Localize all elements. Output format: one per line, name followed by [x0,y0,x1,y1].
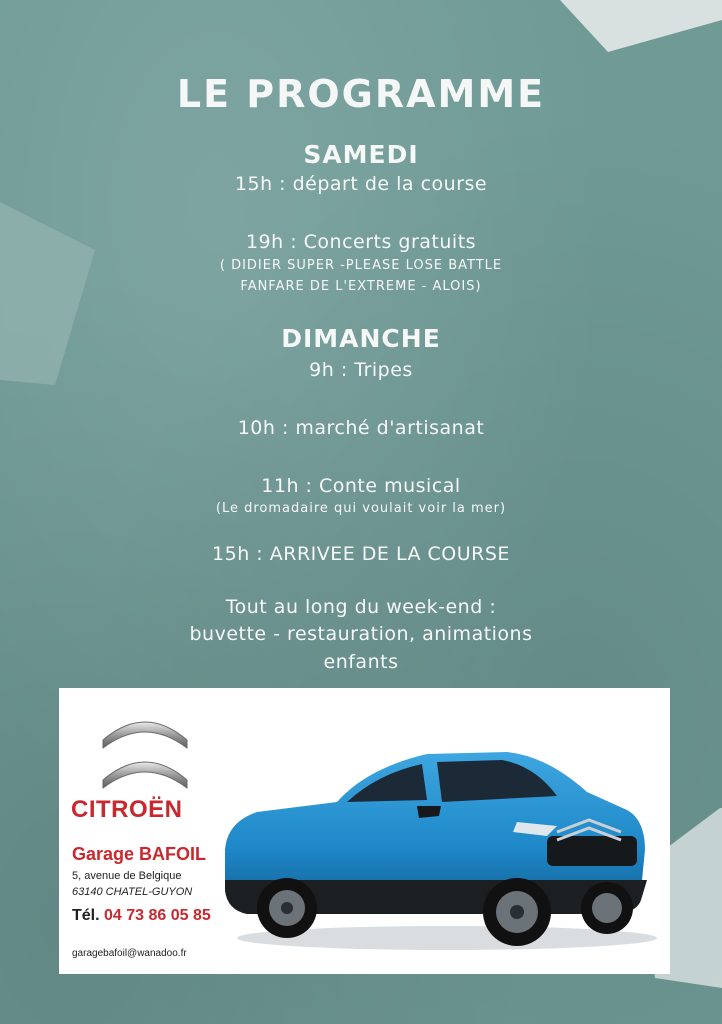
garage-advertisement [59,688,670,974]
day-sunday: DIMANCHE [281,324,441,353]
phone-number: 04 73 86 05 85 [104,907,211,924]
day-saturday: SAMEDI [303,140,419,169]
phone-label: Tél. [72,907,100,924]
address-street: 5, avenue de Belgique [72,870,182,882]
email-address: garagebafoil@wanadoo.fr [72,948,187,959]
event-race-finish: 15h : ARRIVEE DE LA COURSE [212,543,510,565]
weekend-line1: Tout au long du week-end : [225,596,497,618]
weekend-line2: buvette - restauration, animations [189,623,533,645]
garage-name: Garage BAFOIL [72,844,207,864]
brand-name: CITROËN [71,796,183,823]
car-image [217,740,657,970]
weekend-line3: enfants [323,651,399,673]
event-tripes: 9h : Tripes [309,359,413,381]
concert-details-line2: FANFARE DE L'EXTREME - ALOIS) [240,279,482,294]
event-concerts: 19h : Concerts gratuits [245,231,477,253]
citroen-logo-icon [99,702,191,792]
decorative-shape-top-right [560,0,722,60]
concert-details-line1: ( DIDIER SUPER -PLEASE LOSE BATTLE [219,258,503,273]
phone-line [72,907,211,925]
event-craft-market: 10h : marché d'artisanat [237,417,485,439]
event-musical-tale: 11h : Conte musical [261,475,461,497]
event-race-start: 15h : départ de la course [234,173,488,195]
page-title: LE PROGRAMME [176,72,546,116]
address-city: 63140 CHATEL-GUYON [72,886,193,898]
musical-tale-detail: (Le dromadaire qui voulait voir la mer) [215,501,507,516]
